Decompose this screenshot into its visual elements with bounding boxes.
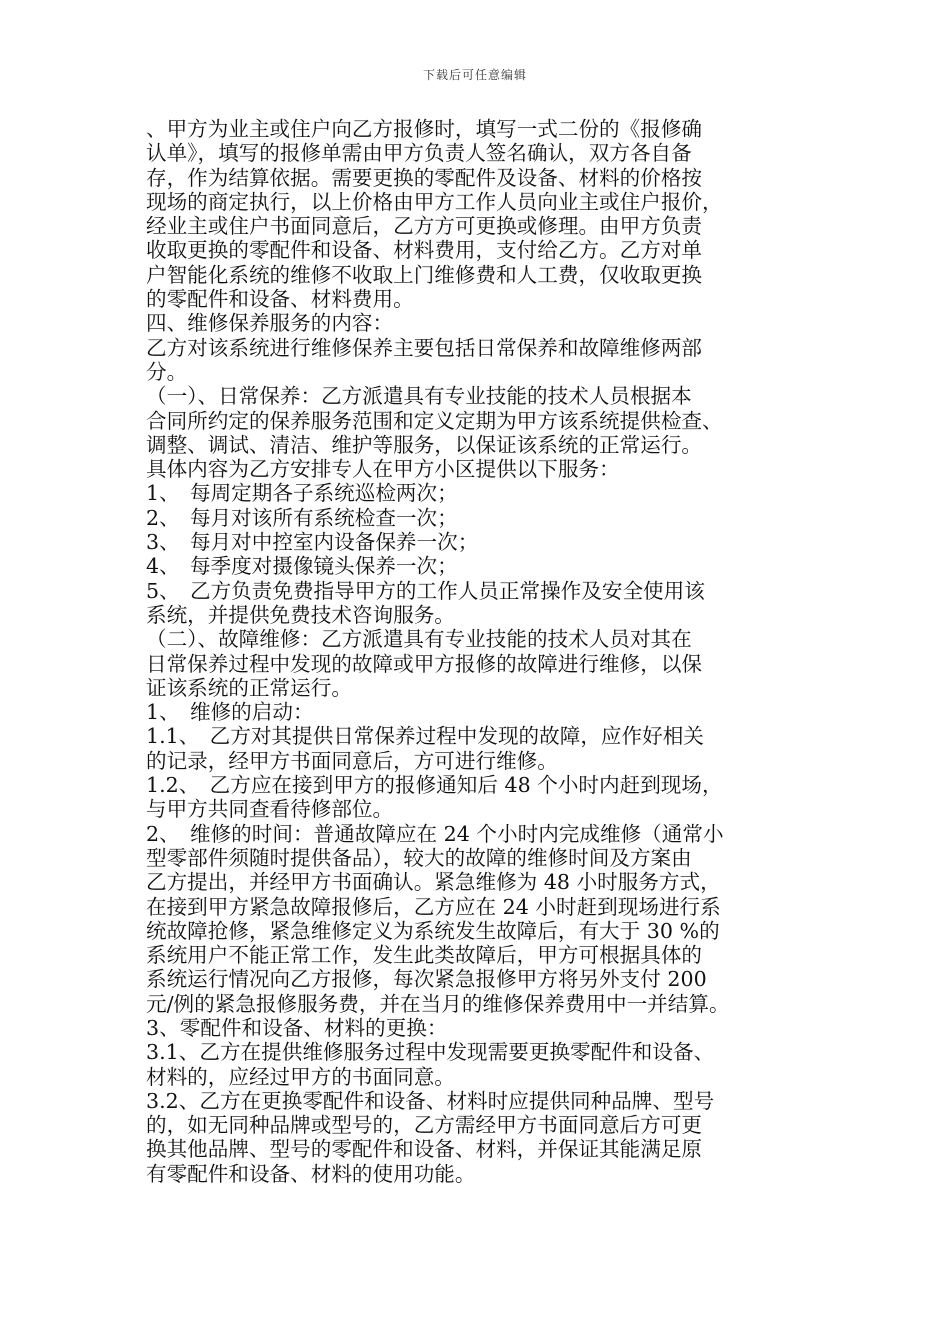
section-heading: 四、维修保养服务的内容： <box>146 311 394 336</box>
text-line: 系统，并提供免费技术咨询服务。 <box>146 602 455 627</box>
list-item: 4、 每季度对摄像镜头保养一次； <box>146 554 458 579</box>
text-line: 调整、调试、清洁、维护等服务，以保证该系统的正常运行。 <box>146 432 703 457</box>
text-line: 统故障抢修，紧急维修定义为系统发生故障后，有大于 30 %的 <box>146 918 720 943</box>
text-line: 经业主或住户书面同意后，乙方方可更换或修理。由甲方负责 <box>146 214 703 239</box>
text-line: 在接到甲方紧急故障报修后，乙方应在 24 小时赶到现场进行系 <box>146 894 721 919</box>
text-line: 型零部件须随时提供备品），较大的故障的维修时间及方案由 <box>146 845 692 870</box>
text-line: 元/例的紧急报修服务费，并在当月的维修保养费用中一并结算。 <box>146 991 730 1016</box>
text-line: 系统用户不能正常工作，发生此类故障后，甲方可根据具体的 <box>146 943 703 968</box>
text-line: 合同所约定的保养服务范围和定义定期为甲方该系统提供检查、 <box>146 408 723 433</box>
list-item: 3、 每月对中控室内设备保养一次； <box>146 530 479 555</box>
text-line: 的零配件和设备、材料费用。 <box>146 287 414 312</box>
text-line: 收取更换的零配件和设备、材料费用，支付给乙方。乙方对单 <box>146 238 703 263</box>
document-body <box>146 117 826 1186</box>
text-line: 有零配件和设备、材料的使用功能。 <box>146 1161 476 1186</box>
text-line: 与甲方共同查看待修部位。 <box>146 797 394 822</box>
text-line: 、甲方为业主或住户向乙方报修时，填写一式二份的《报修确 <box>146 117 703 141</box>
list-item: 1.2、 乙方应在接到甲方的报修通知后 48 个小时内赶到现场， <box>146 773 723 798</box>
text-line: 系统运行情况向乙方报修，每次紧急报修甲方将另外支付 200 <box>146 967 707 992</box>
text-line: 具体内容为乙方安排专人在甲方小区提供以下服务： <box>146 457 620 482</box>
page-header: 下载后可任意编辑 <box>422 68 527 82</box>
text-line: （一）、日常保养：乙方派遣具有专业技能的技术人员根据本 <box>146 384 692 409</box>
list-item: 5、 乙方负责免费指导甲方的工作人员正常操作及安全使用该 <box>146 578 705 603</box>
text-line: 的记录，经甲方书面同意后，方可进行维修。 <box>146 748 558 773</box>
text-line: 证该系统的正常运行。 <box>146 675 352 700</box>
list-item: 1、 维修的启动： <box>146 700 314 725</box>
text-line: 换其他品牌、型号的零配件和设备、材料，并保证其能满足原 <box>146 1137 703 1162</box>
list-item: 3、零配件和设备、材料的更换： <box>146 1015 448 1040</box>
text-line: 现场的商定执行，以上价格由甲方工作人员向业主或住户报价， <box>146 189 723 214</box>
text-line: 日常保养过程中发现的故障或甲方报修的故障进行维修，以保 <box>146 651 703 676</box>
text-line: 户智能化系统的维修不收取上门维修费和人工费，仅收取更换 <box>146 262 703 287</box>
text-line: （二）、故障维修：乙方派遣具有专业技能的技术人员对其在 <box>146 627 692 652</box>
list-item: 1.1、 乙方对其提供日常保养过程中发现的故障，应作好相关 <box>146 724 704 749</box>
text-line: 认单》，填写的报修单需由甲方负责人签名确认，双方各自备 <box>146 141 692 166</box>
text-line: 的，如无同种品牌或型号的，乙方需经甲方书面同意后方可更 <box>146 1113 703 1138</box>
text-line: 乙方对该系统进行维修保养主要包括日常保养和故障维修两部 <box>146 335 703 360</box>
list-item: 1、 每周定期各子系统巡检两次； <box>146 481 458 506</box>
list-item: 2、 维修的时间：普通故障应在 24 个小时内完成维修（通常小 <box>146 821 724 846</box>
list-item: 3.1、乙方在提供维修服务过程中发现需要更换零配件和设备、 <box>146 1040 715 1065</box>
list-item: 3.2、乙方在更换零配件和设备、材料时应提供同种品牌、型号 <box>146 1088 715 1113</box>
text-line: 存，作为结算依据。需要更换的零配件及设备、材料的价格按 <box>146 165 703 190</box>
text-line: 乙方提出，并经甲方书面确认。紧急维修为 48 小时服务方式， <box>146 870 721 895</box>
list-item: 2、 每月对该所有系统检查一次； <box>146 505 458 530</box>
text-line: 分。 <box>146 359 188 384</box>
text-line: 材料的，应经过甲方的书面同意。 <box>146 1064 455 1089</box>
